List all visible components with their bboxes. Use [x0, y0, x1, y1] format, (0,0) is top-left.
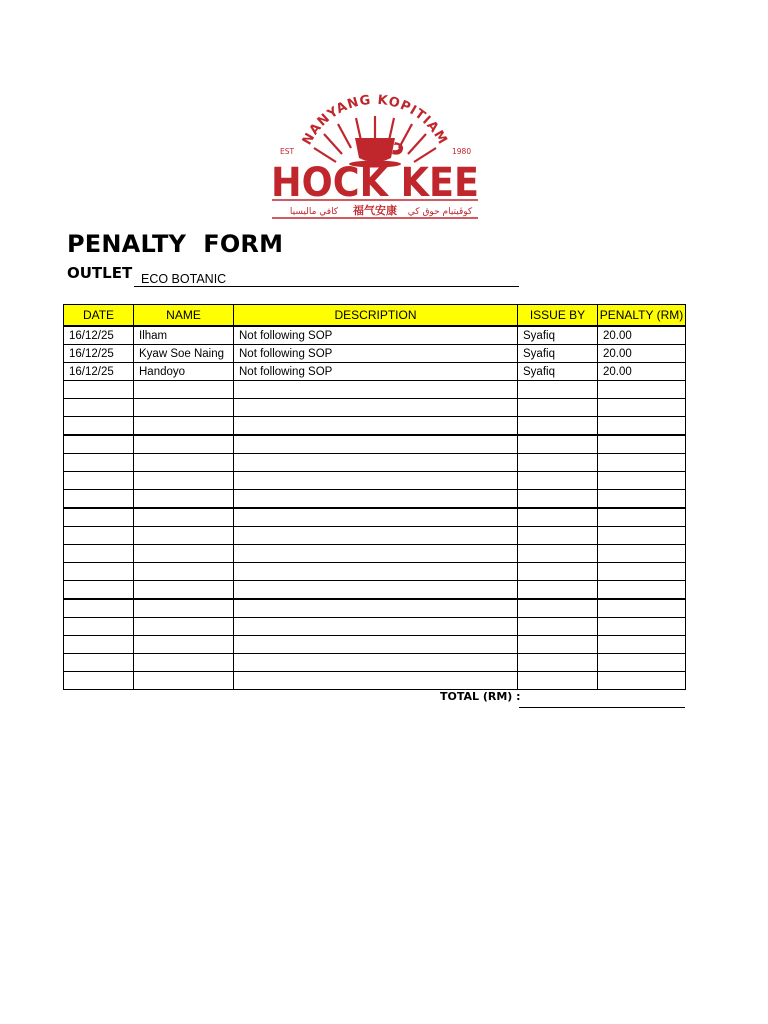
cell-penalty[interactable] — [598, 508, 686, 527]
column-header-description: DESCRIPTION — [234, 305, 518, 327]
logo-arc-text: NANYANG KOPITIAM — [299, 92, 451, 148]
table-row — [64, 527, 686, 545]
cell-issue-by[interactable] — [518, 563, 598, 581]
cell-issue-by[interactable] — [518, 508, 598, 527]
cell-description[interactable] — [234, 672, 518, 690]
cell-name[interactable] — [134, 435, 234, 454]
cell-issue-by[interactable] — [518, 636, 598, 654]
hock-kee-logo-graphic — [262, 86, 488, 226]
outlet-label: OUTLET — [67, 264, 133, 282]
outlet-underline — [134, 286, 519, 287]
cell-name[interactable]: Ilham — [134, 326, 234, 345]
cell-issue-by[interactable] — [518, 399, 598, 417]
cell-date[interactable] — [64, 527, 134, 545]
table-header-row — [64, 305, 686, 327]
cell-description[interactable] — [234, 508, 518, 527]
cell-description[interactable]: Not following SOP — [234, 345, 518, 363]
cell-name[interactable] — [134, 527, 234, 545]
cell-name[interactable] — [134, 454, 234, 472]
cell-penalty[interactable] — [598, 490, 686, 509]
cell-issue-by[interactable] — [518, 581, 598, 600]
table-row — [64, 454, 686, 472]
cell-description[interactable] — [234, 618, 518, 636]
logo-est-left: EST — [280, 147, 295, 156]
cell-date[interactable] — [64, 636, 134, 654]
cell-date[interactable]: 16/12/25 — [64, 363, 134, 381]
table-row — [64, 435, 686, 454]
cell-penalty[interactable] — [598, 654, 686, 672]
table-row — [64, 490, 686, 509]
outlet-value[interactable]: ECO BOTANIC — [141, 272, 227, 286]
cell-description[interactable] — [234, 417, 518, 436]
cell-name[interactable] — [134, 672, 234, 690]
form-title: PENALTY FORM — [67, 230, 284, 258]
cell-description[interactable] — [234, 454, 518, 472]
cell-description[interactable] — [234, 472, 518, 490]
cell-penalty[interactable] — [598, 545, 686, 563]
cell-issue-by[interactable] — [518, 527, 598, 545]
cell-issue-by[interactable] — [518, 435, 598, 454]
table-row — [64, 672, 686, 690]
cell-date[interactable] — [64, 399, 134, 417]
total-value-line[interactable] — [519, 707, 685, 708]
cell-issue-by[interactable] — [518, 472, 598, 490]
cell-penalty[interactable] — [598, 618, 686, 636]
cell-issue-by[interactable] — [518, 618, 598, 636]
cell-name[interactable] — [134, 508, 234, 527]
cell-penalty[interactable] — [598, 636, 686, 654]
table-row — [64, 381, 686, 399]
table-row — [64, 508, 686, 527]
cell-penalty[interactable]: 20.00 — [598, 326, 686, 345]
cell-name[interactable] — [134, 636, 234, 654]
cell-issue-by[interactable]: Syafiq — [518, 363, 598, 381]
cell-date[interactable] — [64, 490, 134, 509]
cell-penalty[interactable] — [598, 417, 686, 436]
cell-name[interactable] — [134, 490, 234, 509]
table-body — [64, 326, 686, 690]
cell-name[interactable]: Handoyo — [134, 363, 234, 381]
cell-date[interactable] — [64, 381, 134, 399]
cell-description[interactable] — [234, 381, 518, 399]
cell-date[interactable] — [64, 472, 134, 490]
cell-date[interactable] — [64, 581, 134, 600]
column-header-date: DATE — [64, 305, 134, 327]
cell-issue-by[interactable]: Syafiq — [518, 345, 598, 363]
cell-penalty[interactable]: 20.00 — [598, 345, 686, 363]
table-row — [64, 417, 686, 436]
table-row — [64, 636, 686, 654]
table-row — [64, 399, 686, 417]
cell-penalty[interactable] — [598, 399, 686, 417]
cell-description[interactable] — [234, 581, 518, 600]
cell-issue-by[interactable]: Syafiq — [518, 326, 598, 345]
cell-name[interactable]: Kyaw Soe Naing — [134, 345, 234, 363]
cell-issue-by[interactable] — [518, 490, 598, 509]
column-header-name: NAME — [134, 305, 234, 327]
cell-name[interactable] — [134, 581, 234, 600]
cell-description[interactable]: Not following SOP — [234, 363, 518, 381]
cell-date[interactable] — [64, 417, 134, 436]
total-label: TOTAL (RM) : — [440, 690, 521, 703]
table-row — [64, 618, 686, 636]
table-row — [64, 545, 686, 563]
cell-penalty[interactable] — [598, 563, 686, 581]
column-header-issue-by: ISSUE BY — [518, 305, 598, 327]
cell-name[interactable] — [134, 563, 234, 581]
cell-penalty[interactable] — [598, 599, 686, 618]
cell-name[interactable] — [134, 472, 234, 490]
cell-penalty[interactable] — [598, 454, 686, 472]
cell-penalty[interactable] — [598, 435, 686, 454]
cell-name[interactable] — [134, 417, 234, 436]
cell-issue-by[interactable] — [518, 454, 598, 472]
cell-date[interactable] — [64, 563, 134, 581]
cell-name[interactable] — [134, 399, 234, 417]
column-header-penalty: PENALTY (RM) — [598, 305, 686, 327]
cell-penalty[interactable] — [598, 672, 686, 690]
cell-date[interactable]: 16/12/25 — [64, 345, 134, 363]
table-row — [64, 326, 686, 345]
logo-chinese-text: 福气安康 — [353, 204, 397, 217]
table-row — [64, 563, 686, 581]
cell-description[interactable] — [234, 654, 518, 672]
cell-description[interactable] — [234, 599, 518, 618]
cell-issue-by[interactable] — [518, 654, 598, 672]
cell-name[interactable] — [134, 545, 234, 563]
cell-date[interactable] — [64, 672, 134, 690]
cell-description[interactable] — [234, 545, 518, 563]
logo-jawi-left: كافي ماليسيا — [289, 207, 339, 217]
cell-issue-by[interactable] — [518, 417, 598, 436]
table-row — [64, 472, 686, 490]
cell-date[interactable] — [64, 435, 134, 454]
logo-jawi-right: كوڤيتيام حوق كي — [407, 207, 473, 217]
cell-description[interactable] — [234, 563, 518, 581]
cell-penalty[interactable] — [598, 472, 686, 490]
cell-penalty[interactable]: 20.00 — [598, 363, 686, 381]
hock-kee-logo — [262, 86, 488, 226]
cell-date[interactable] — [64, 545, 134, 563]
cell-description[interactable] — [234, 527, 518, 545]
cell-description[interactable] — [234, 636, 518, 654]
cell-description[interactable] — [234, 435, 518, 454]
cell-issue-by[interactable] — [518, 672, 598, 690]
cell-date[interactable] — [64, 618, 134, 636]
cell-name[interactable] — [134, 599, 234, 618]
logo-est-right: 1980 — [452, 147, 472, 156]
cell-date[interactable] — [64, 508, 134, 527]
table-row — [64, 581, 686, 600]
cell-issue-by[interactable] — [518, 599, 598, 618]
table-row — [64, 363, 686, 381]
cell-description[interactable] — [234, 399, 518, 417]
cell-date[interactable] — [64, 654, 134, 672]
table-row — [64, 345, 686, 363]
table-row — [64, 654, 686, 672]
cell-date[interactable]: 16/12/25 — [64, 326, 134, 345]
cell-issue-by[interactable] — [518, 545, 598, 563]
cell-name[interactable] — [134, 654, 234, 672]
cell-penalty[interactable] — [598, 581, 686, 600]
cell-description[interactable]: Not following SOP — [234, 326, 518, 345]
cell-name[interactable] — [134, 618, 234, 636]
cell-description[interactable] — [234, 490, 518, 509]
cell-penalty[interactable] — [598, 381, 686, 399]
logo-brand-name: HOCK KEE — [271, 160, 479, 206]
cell-date[interactable] — [64, 599, 134, 618]
table-row — [64, 599, 686, 618]
cell-penalty[interactable] — [598, 527, 686, 545]
cell-name[interactable] — [134, 381, 234, 399]
cell-issue-by[interactable] — [518, 381, 598, 399]
penalty-table — [63, 304, 686, 690]
cell-date[interactable] — [64, 454, 134, 472]
